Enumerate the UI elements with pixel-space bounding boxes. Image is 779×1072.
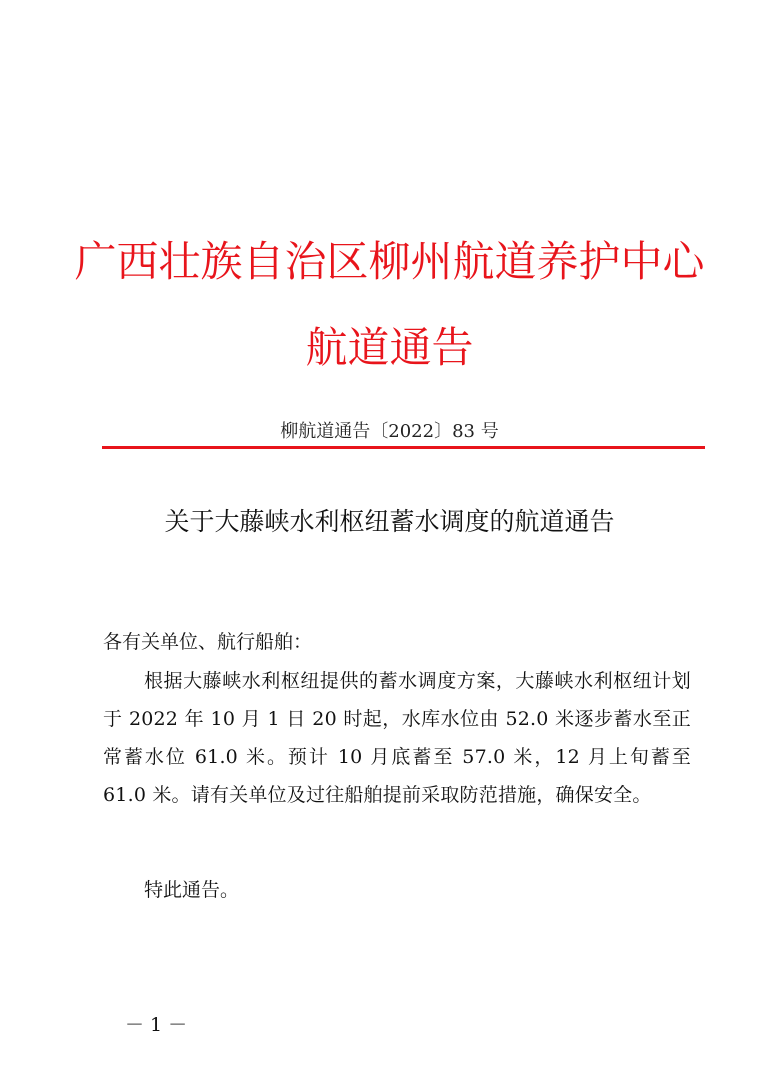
salutation: 各有关单位、航行船舶： <box>103 631 313 653</box>
document-type-heading: 航道通告 <box>305 323 474 372</box>
page-number: － 1 － <box>125 1014 188 1036</box>
document-number: 柳航道通告〔2022〕83 号 <box>280 421 499 442</box>
notice-body-paragraph: 根据大藤峡水利枢纽提供的蓄水调度方案，大藤峡水利枢纽计划于 2022 年 10 月 1 日 20 时起，水库水位由 52.0 米逐步蓄水至正常蓄水位 61.0 米。预计 10 月底蓄至 57.0 米，12 月上旬蓄至 61.0 米。请有关单位及过往船舶提前采取防范措施，确保安全。 <box>103 670 691 806</box>
issuer-heading: 广西壮族自治区柳州航道养护中心 <box>74 237 705 286</box>
closing-line: 特此通告。 <box>144 879 240 901</box>
red-separator-line <box>102 446 705 449</box>
notice-title: 关于大藤峡水利枢纽蓄水调度的航道通告 <box>164 507 615 536</box>
